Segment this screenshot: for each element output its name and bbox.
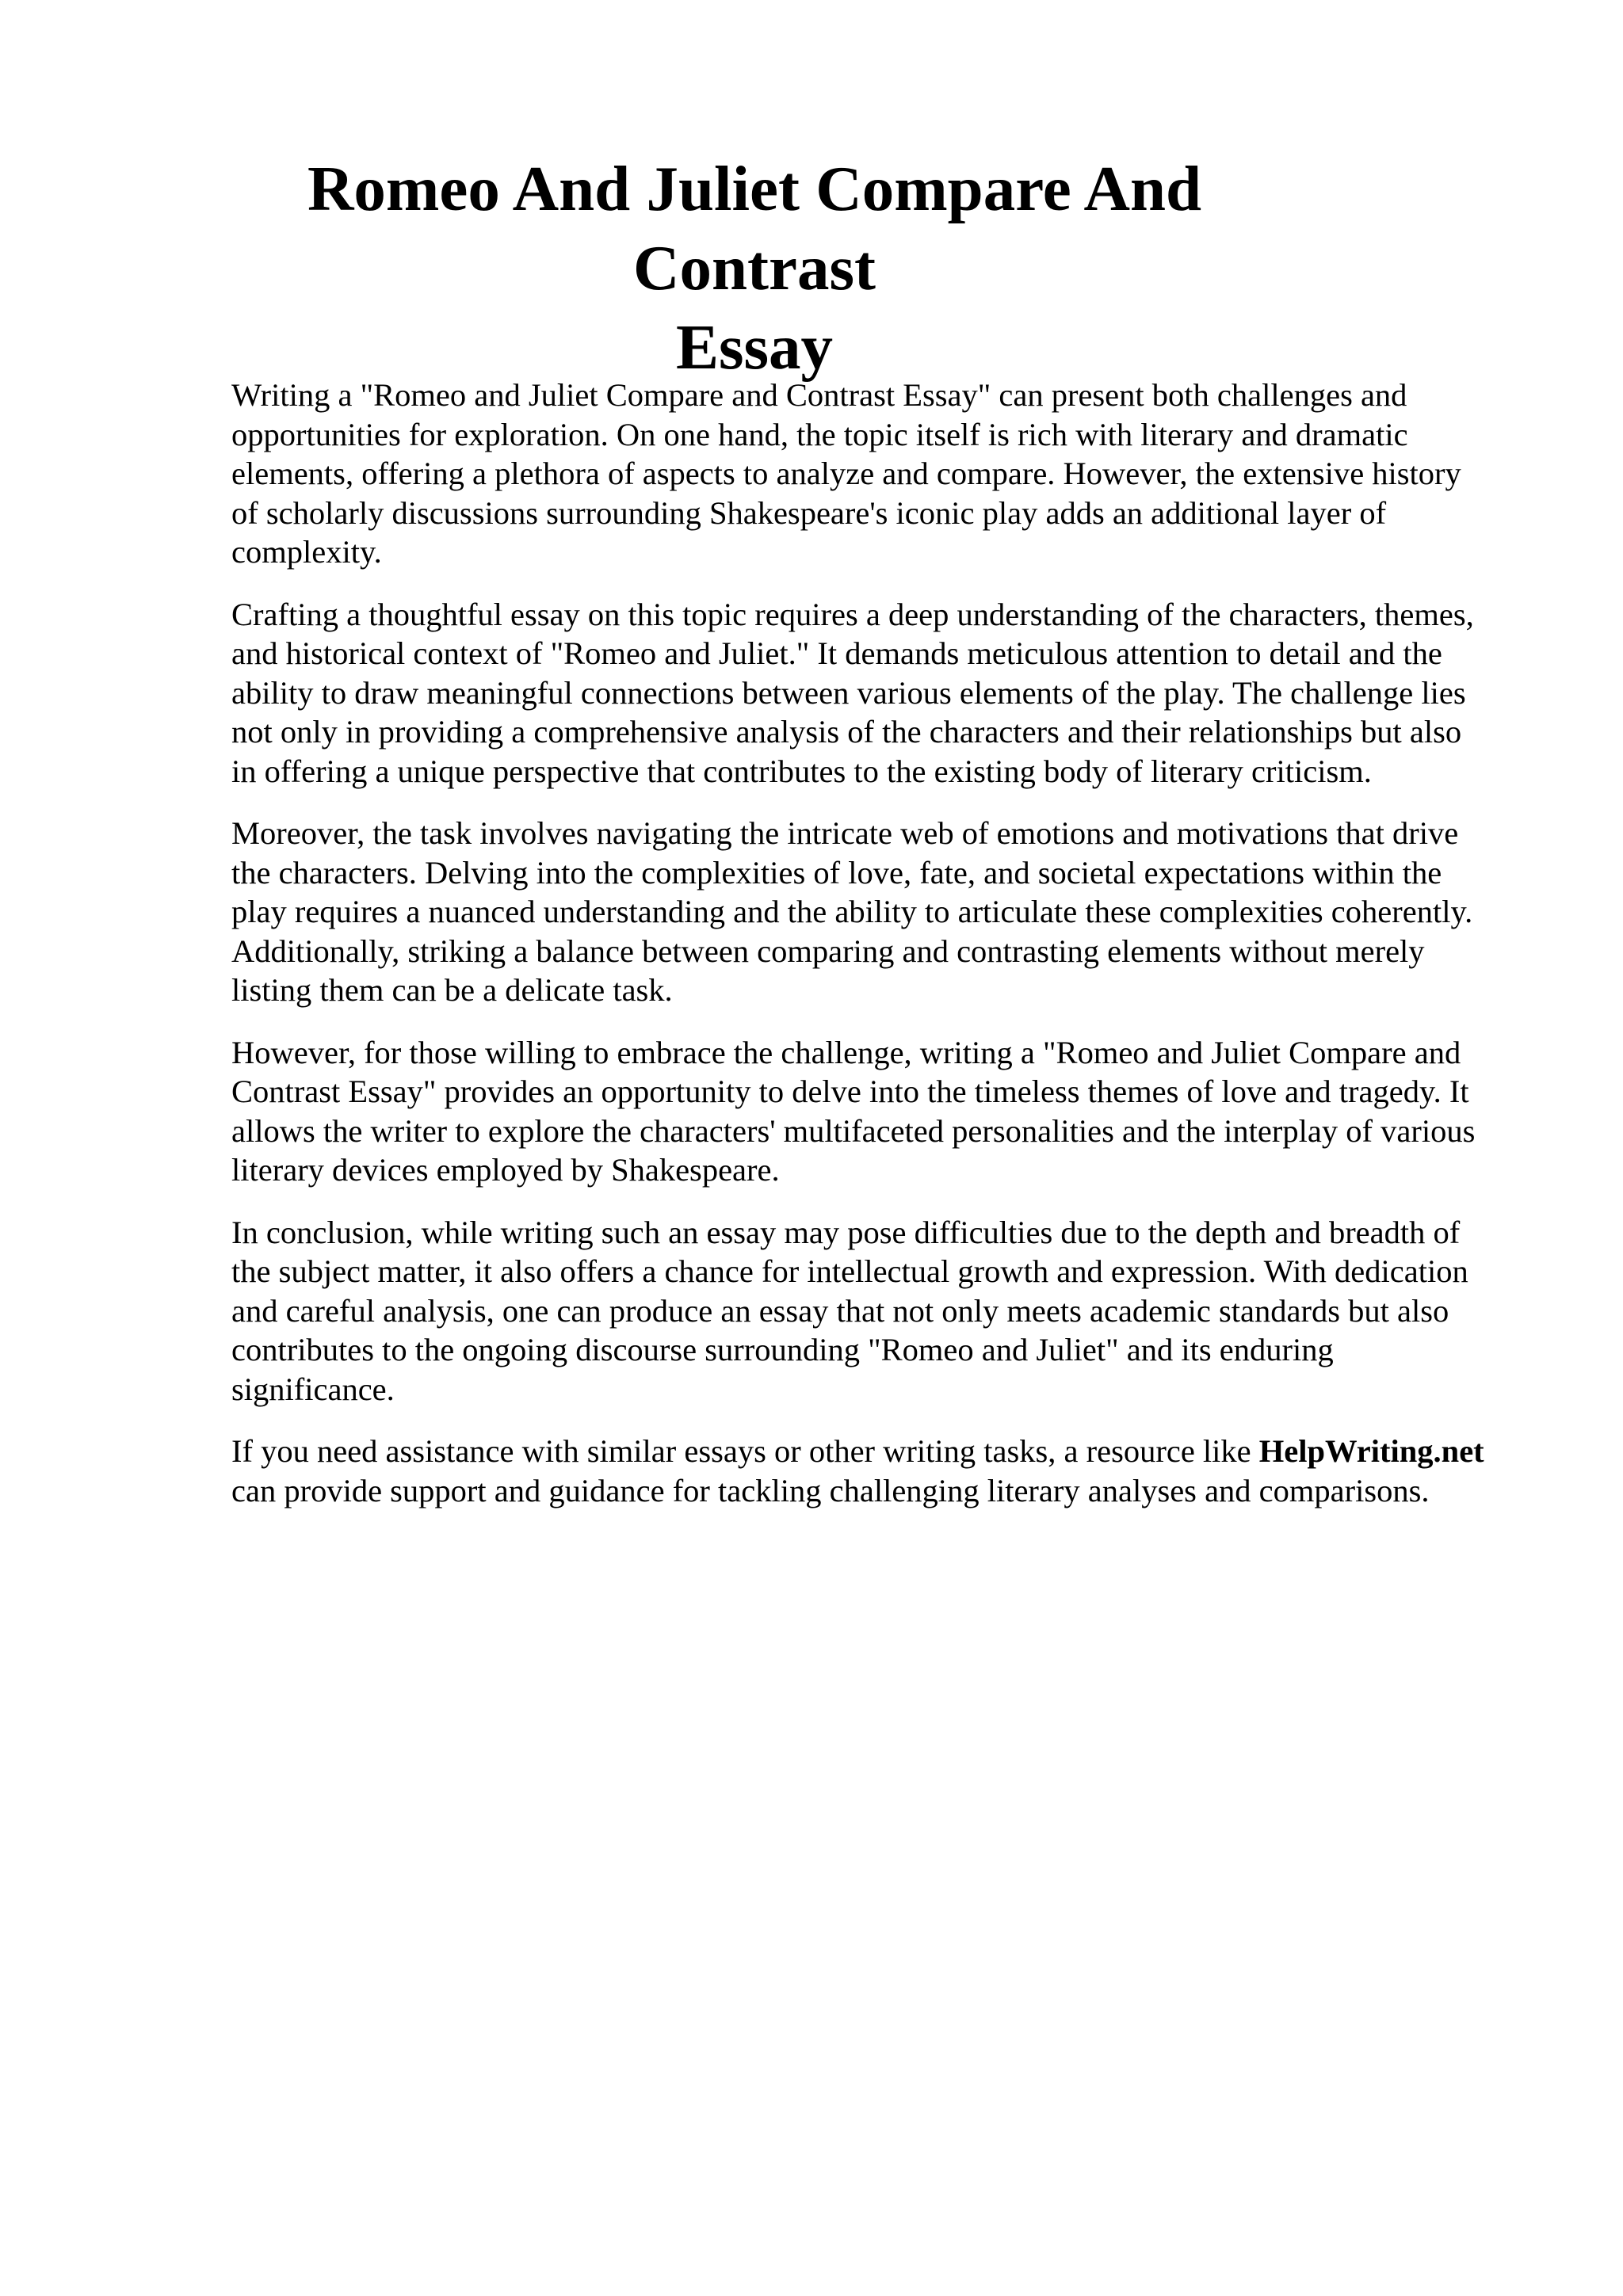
paragraph-line: Crafting a thoughtful essay on this topic requires a deep understanding of the characters, themes,: [231, 596, 1474, 632]
paragraph-line: significance.: [231, 1371, 395, 1407]
paragraph-line: listing them can be a delicate task.: [231, 972, 673, 1008]
paragraph-line: ability to draw meaningful connections between various elements of the play. The challenge lies: [231, 674, 1466, 711]
closing-line-1: [231, 1432, 1515, 1471]
page-title: [231, 149, 1277, 387]
essay-body: [231, 376, 1515, 1533]
paragraph-line: However, for those willing to embrace the challenge, writing a "Romeo and Juliet Compare and: [231, 1034, 1461, 1070]
paragraph-line: complexity.: [231, 534, 382, 570]
paragraph-line: Moreover, the task involves navigating the intricate web of emotions and motivations that drive: [231, 815, 1459, 851]
paragraph-2: [231, 595, 1515, 791]
paragraph-line: of scholarly discussions surrounding Shakespeare's iconic play adds an additional layer of: [231, 494, 1387, 531]
paragraph-line: elements, offering a plethora of aspects to analyze and compare. However, the extensive history: [231, 456, 1461, 491]
closing-paragraph: [231, 1432, 1515, 1510]
paragraph-line: not only in providing a comprehensive analysis of the characters and their relationships but also: [231, 714, 1462, 749]
paragraph-line: Additionally, striking a balance between comparing and contrasting elements without merely: [231, 933, 1425, 969]
paragraph-line: and historical context of "Romeo and Juliet." It demands meticulous attention to detail and the: [231, 635, 1442, 671]
paragraph-4: [231, 1033, 1515, 1190]
title-line-1: Romeo And Juliet Compare And Contrast: [307, 153, 1202, 303]
paragraph-line: In conclusion, while writing such an essay may pose difficulties due to the depth and breadth of: [231, 1214, 1461, 1250]
closing-line-2: can provide support and guidance for tackling challenging literary analyses and comparisons.: [231, 1472, 1430, 1508]
paragraph-line: in offering a unique perspective that contributes to the existing body of literary criticism.: [231, 753, 1372, 789]
paragraph-line: play requires a nuanced understanding and the ability to articulate these complexities coherently.: [231, 894, 1473, 929]
paragraph-line: contributes to the ongoing discourse surrounding "Romeo and Juliet" and its enduring: [231, 1332, 1334, 1367]
paragraph-line: the characters. Delving into the complexities of love, fate, and societal expectations within the: [231, 854, 1442, 891]
paragraph-1: [231, 376, 1515, 572]
paragraph-5: [231, 1213, 1515, 1409]
paragraph-line: Writing a "Romeo and Juliet Compare and Contrast Essay" can present both challenges and: [231, 377, 1407, 413]
paragraph-line: the subject matter, it also offers a chance for intellectual growth and expression. With dedication: [231, 1253, 1468, 1289]
paragraph-3: [231, 814, 1515, 1010]
paragraph-line: opportunities for exploration. On one hand, the topic itself is rich with literary and dramatic: [231, 416, 1408, 452]
paragraph-line: allows the writer to explore the characters' multifaceted personalities and the interplay of various: [231, 1112, 1476, 1149]
helpwriting-link[interactable]: HelpWriting.net: [1258, 1433, 1484, 1469]
title-line-2: Essay: [675, 311, 834, 383]
paragraph-line: and careful analysis, one can produce an essay that not only meets academic standards but also: [231, 1292, 1449, 1329]
closing-text: If you need assistance with similar essays or other writing tasks, a resource like: [231, 1433, 1259, 1469]
paragraph-line: Contrast Essay" provides an opportunity to delve into the timeless themes of love and tragedy. It: [231, 1074, 1469, 1109]
paragraph-line: literary devices employed by Shakespeare.: [231, 1152, 780, 1188]
